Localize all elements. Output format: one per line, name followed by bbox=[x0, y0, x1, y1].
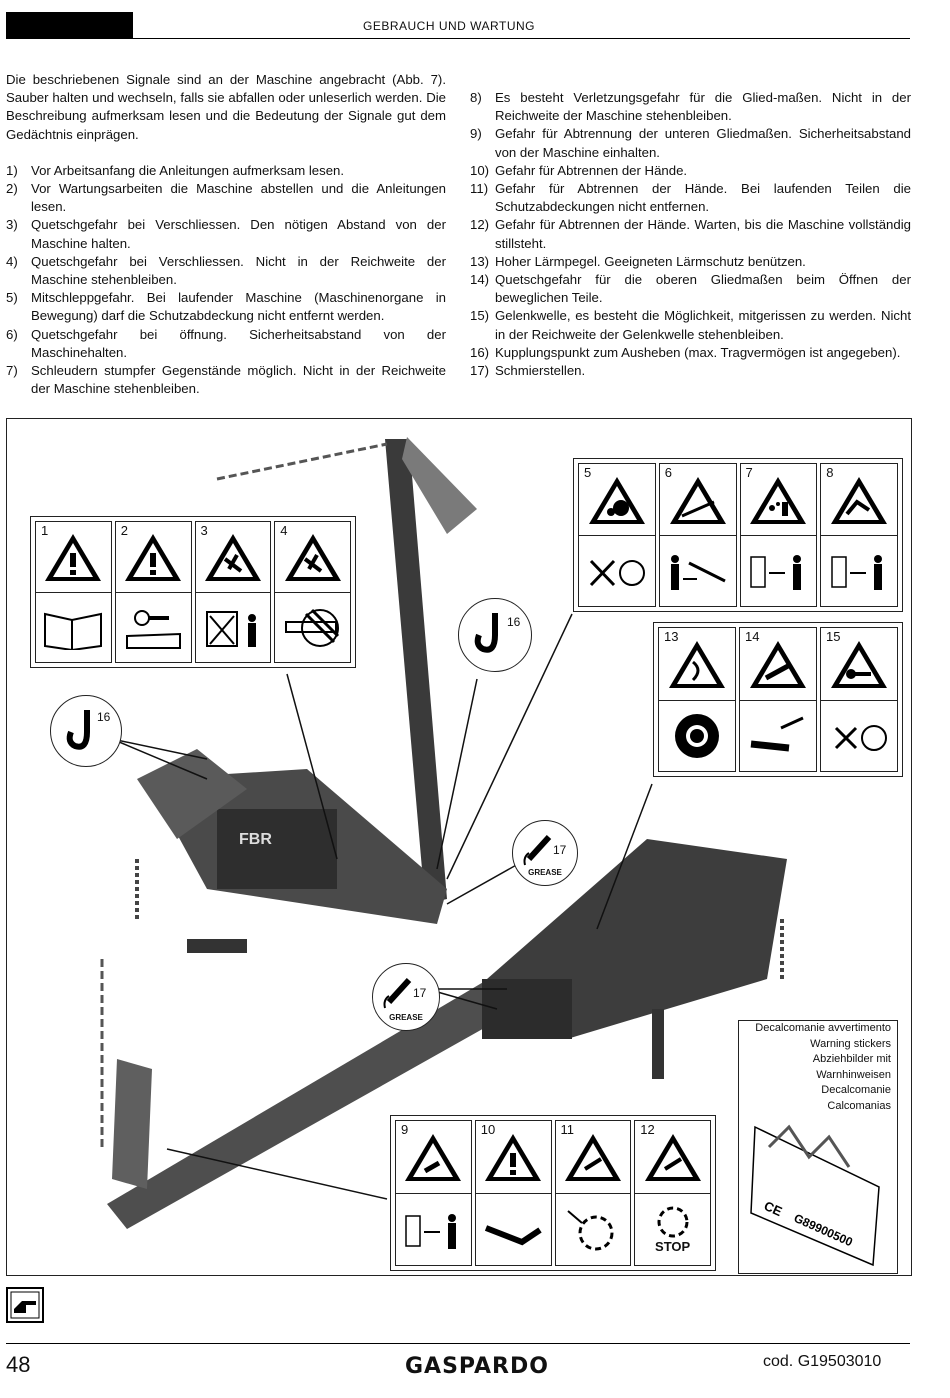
entanglement-warning-icon bbox=[587, 474, 647, 526]
hand-cut-warning-icon bbox=[643, 1131, 703, 1183]
list-item: 14) Quetschgefahr für die oberen Gliedmaßen beim Öffnen der beweglichen Teile. bbox=[470, 272, 911, 306]
list-item: 15) Gelenkwelle, es besteht die Möglichkeit, mitgerissen zu werden. Nicht in der Reichweite der Gelenkwelle stehenbleiben. bbox=[470, 308, 911, 342]
rotating-parts-icon bbox=[586, 549, 648, 593]
decal-cutter-bar: 6 bbox=[659, 463, 737, 607]
header-rule bbox=[6, 38, 910, 39]
page-number: 48 bbox=[6, 1352, 31, 1377]
noise-warning-icon bbox=[667, 638, 727, 690]
decal-foot-hazard: 9 bbox=[395, 1120, 472, 1266]
list-item: 12) Gefahr für Abtrennen der Hände. Warten, bis die Maschine vollständig stillsteht. bbox=[470, 217, 911, 251]
rotating-shaft-icon bbox=[828, 714, 890, 758]
list-item: 10) Gefahr für Abtrennen der Hände. bbox=[470, 162, 688, 178]
book-icon bbox=[42, 606, 104, 650]
decal-crush-hazard: 3 bbox=[195, 521, 272, 663]
ear-protection-icon bbox=[666, 711, 728, 761]
legend-line: Warnhinweisen bbox=[816, 1068, 891, 1081]
list-item: 1) Vor Arbeitsanfang die Anleitungen aufmerksam lesen. bbox=[6, 162, 345, 178]
key-and-manual-icon bbox=[122, 606, 184, 650]
header-title: GEBRAUCH UND WARTUNG bbox=[363, 19, 536, 33]
right-column bbox=[470, 89, 911, 380]
cutter-warning-icon bbox=[668, 474, 728, 526]
grease-symbol: 17 GREASE bbox=[372, 963, 440, 1031]
legend-line: Decalcomanie avvertimento bbox=[755, 1022, 891, 1034]
left-stand bbox=[187, 939, 247, 953]
decal-pto-shaft: 15 bbox=[820, 627, 898, 772]
decal-thrown-objects: 7 bbox=[740, 463, 818, 607]
brand-logo: GASPARDO bbox=[405, 1354, 549, 1379]
decal-panel-9-12 bbox=[390, 1115, 716, 1271]
decal-crush-hazard-2: 4 bbox=[274, 521, 351, 663]
decal-panel-5-8 bbox=[573, 458, 903, 612]
legend-line: Abziehbilder mit bbox=[812, 1053, 891, 1066]
leader-line bbox=[437, 679, 477, 869]
decal-noise: 13 bbox=[658, 627, 736, 772]
keep-distance-icon bbox=[747, 549, 809, 593]
crush-warning-icon bbox=[203, 531, 263, 583]
decal-maintenance: 2 bbox=[115, 521, 192, 663]
list-item: 3) Quetschgefahr bei Verschliessen. Den nötigen Abstand von der Maschine halten. bbox=[6, 217, 446, 251]
list-item: 8) Es besteht Verletzungsgefahr für die Glied-maßen. Nicht in der Reichweite der Maschine stehenbleiben. bbox=[470, 90, 911, 124]
leader-line bbox=[112, 739, 207, 759]
list-item: 6) Quetschgefahr bei öffnung. Sicherheitsabstand von der Maschinehalten. bbox=[6, 326, 446, 360]
keep-distance-icon bbox=[202, 606, 264, 650]
right-list bbox=[470, 89, 911, 380]
stop-rotation-icon bbox=[651, 1205, 695, 1239]
rotating-blade-icon bbox=[562, 1205, 624, 1255]
left-list bbox=[6, 162, 446, 399]
list-item: 13) Hoher Lärmpegel. Geeigneten Lärmschutz benützen. bbox=[470, 253, 806, 269]
sticker-sheet-illustration bbox=[749, 1117, 889, 1267]
warning-triangle-icon bbox=[483, 1131, 543, 1183]
decal-read-manual: 1 bbox=[35, 521, 112, 663]
limb-injury-warning-icon bbox=[829, 474, 889, 526]
arm-crush-icon bbox=[747, 714, 809, 758]
swath-board-bottom bbox=[112, 1059, 152, 1189]
list-item: 2) Vor Wartungsarbeiten die Maschine abstellen und die Anleitungen lesen. bbox=[6, 181, 446, 215]
foot-injury-warning-icon bbox=[403, 1131, 463, 1183]
keep-distance-icon bbox=[667, 549, 729, 593]
legend-line: Warning stickers bbox=[810, 1037, 891, 1050]
decal-rotating-blades: 11 bbox=[555, 1120, 632, 1266]
warning-triangle-icon bbox=[43, 531, 103, 583]
keep-distance-icon bbox=[402, 1208, 464, 1252]
thrown-objects-warning-icon bbox=[748, 474, 808, 526]
decal-hand-hazard: 10 bbox=[475, 1120, 552, 1266]
list-item: 5) Mitschleppgefahr. Bei laufender Maschine (Maschinenorgane in Bewegung) darf die Schutzabdeckung nicht entfernt werden. bbox=[6, 290, 446, 324]
keep-distance-icon bbox=[828, 549, 890, 593]
list-item: 7) Schleudern stumpfer Gegenstände möglich. Nicht in der Reichweite der Maschine stehenbleiben. bbox=[6, 363, 446, 397]
warning-stickers-legend bbox=[738, 1020, 898, 1274]
grease-symbol: 17 GREASE bbox=[512, 820, 578, 886]
legend-line: Decalcomanie bbox=[821, 1084, 891, 1097]
pto-warning-icon bbox=[829, 638, 889, 690]
list-item: 17) Schmierstellen. bbox=[470, 363, 586, 379]
sticker-code: G89900500 bbox=[791, 1210, 855, 1250]
decal-stop: 12 STOP bbox=[634, 1120, 711, 1266]
machine-logo: FBR bbox=[239, 831, 272, 848]
list-item: 9) Gefahr für Abtrennung der unteren Gliedmaßen. Sicherheitsabstand von der Maschine einhalten. bbox=[470, 126, 911, 160]
warning-triangle-icon bbox=[123, 531, 183, 583]
svg-text:CE: CE bbox=[761, 1198, 785, 1220]
arm-crush-warning-icon bbox=[748, 638, 808, 690]
hook-symbol: 16 bbox=[458, 598, 532, 672]
footer-rule bbox=[6, 1343, 910, 1344]
right-stand bbox=[652, 1009, 664, 1079]
left-column bbox=[6, 71, 446, 398]
legend-line: Calcomanias bbox=[827, 1099, 891, 1112]
document-code: cod. G19503010 bbox=[763, 1353, 882, 1370]
list-item: 16) Kupplungspunkt zum Ausheben (max. Tragvermögen ist angegeben). bbox=[470, 344, 901, 360]
crush-warning-icon bbox=[283, 531, 343, 583]
stop-label: STOP bbox=[655, 1239, 691, 1254]
intro-paragraph: Die beschriebenen Signale sind an der Maschine angebracht (Abb. 7). Sauber halten und wechseln, falls sie abfallen oder unleserlich werden. Die Beschreibung aufmerksam lesen und die Bedeutung der Signale gut dem Gedächtnis einprägen. bbox=[6, 72, 446, 142]
hand-blade-icon bbox=[482, 1208, 544, 1252]
decal-limb-injury: 8 bbox=[820, 463, 898, 607]
document-icon bbox=[6, 1287, 44, 1323]
hand-cut-warning-icon bbox=[563, 1131, 623, 1183]
decal-panel-13-15 bbox=[653, 622, 903, 777]
decal-panel-1-4 bbox=[30, 516, 356, 668]
decal-arm-crush: 14 bbox=[739, 627, 817, 772]
pointing-hand-icon bbox=[8, 1289, 42, 1321]
hook-symbol: 16 bbox=[50, 695, 122, 767]
list-item: 11) Gefahr für Abtrennen der Hände. Bei laufenden Teilen die Schutzabdeckungen nicht entfernen. bbox=[470, 181, 911, 215]
marker-pole-top bbox=[217, 444, 387, 479]
left-gearbox bbox=[217, 809, 337, 889]
header-black-block bbox=[6, 12, 133, 38]
list-item: 4) Quetschgefahr bei Verschliessen. Nicht in der Reichweite der Maschine stehenbleiben. bbox=[6, 253, 446, 288]
guard-icon bbox=[282, 606, 344, 650]
decal-entanglement: 5 bbox=[578, 463, 656, 607]
